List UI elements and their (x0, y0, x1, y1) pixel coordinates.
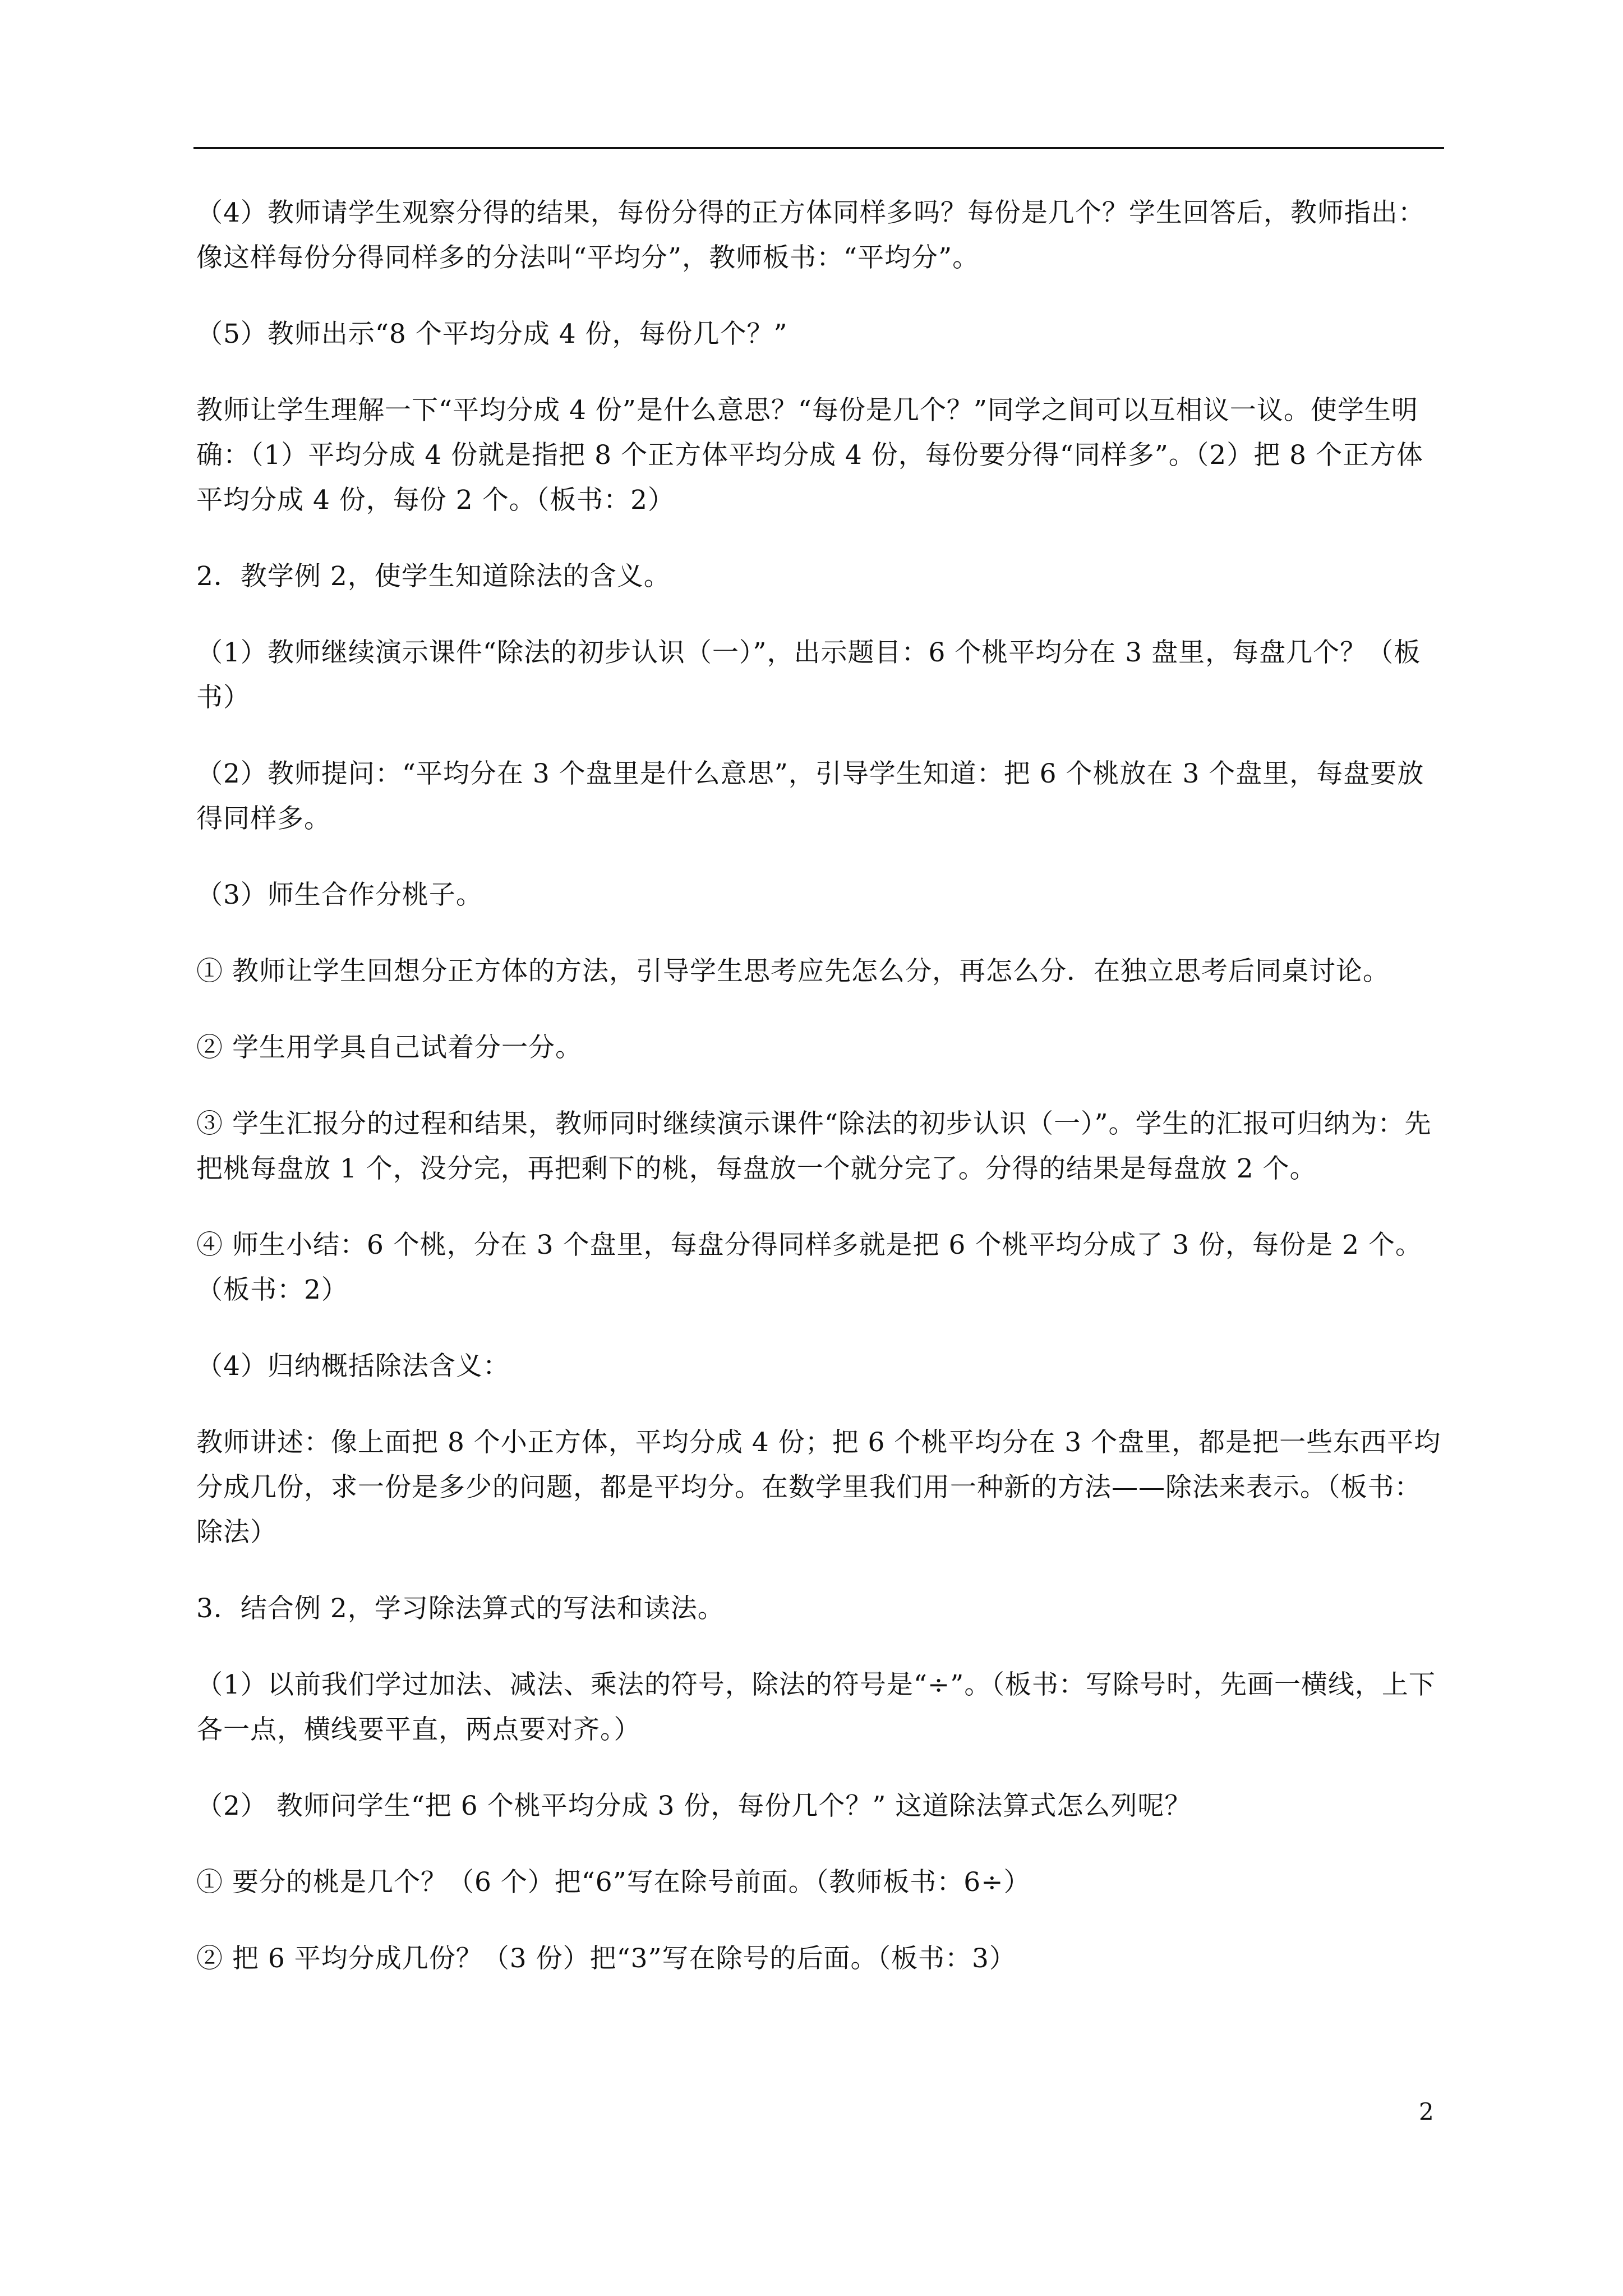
paragraph: 2．教学例 2，使学生知道除法的含义。 (196, 561, 671, 592)
paragraph: ① 要分的桃是几个？（6 个）把“6”写在除号前面。（教师板书：6÷） (196, 1867, 1031, 1898)
paragraph: （2）教师提问：“平均分在 3 个盘里是什么意思”，引导学生知道：把 6 个桃放在 3 个盘里，每盘要放得同样多。 (196, 758, 1424, 834)
paragraph: （2） 教师问学生“把 6 个桃平均分成 3 份，每份几个？” 这道除法算式怎么列呢？ (196, 1791, 1192, 1821)
page-number: 2 (1419, 2098, 1434, 2125)
header-rule (193, 147, 1444, 149)
paragraph: （1）教师继续演示课件“除法的初步认识（一）”，出示题目：6 个桃平均分在 3 盘里，每盘几个？（板书） (196, 637, 1421, 713)
paragraph: ② 学生用学具自己试着分一分。 (196, 1032, 582, 1063)
paragraph: （4）归纳概括除法含义： (196, 1351, 510, 1382)
document-body (196, 191, 1444, 2013)
paragraph: 教师让学生理解一下“平均分成 4 份”是什么意思？“每份是几个？”同学之间可以互相议一议。使学生明确：（1）平均分成 4 份就是指把 8 个正方体平均分成 4 份，每份要分得“同样多”。（2）把 8 个正方体平均分成 4 份，每份 2 个。（板书：2） (196, 395, 1423, 516)
paragraph: ① 教师让学生回想分正方体的方法，引导学生思考应先怎么分，再怎么分．在独立思考后同桌讨论。 (196, 956, 1390, 987)
paragraph: （5）教师出示“8 个平均分成 4 份，每份几个？” (196, 319, 788, 349)
paragraph: 教师讲述：像上面把 8 个小正方体，平均分成 4 份；把 6 个桃平均分在 3 个盘里，都是把一些东西平均分成几份，求一份是多少的问题，都是平均分。在数学里我们用一种新的方法——除法来表示。（板书：除法） (196, 1427, 1441, 1548)
paragraph: （4）教师请学生观察分得的结果，每份分得的正方体同样多吗？每份是几个？学生回答后，教师指出：像这样每份分得同样多的分法叫“平均分”，教师板书：“平均分”。 (196, 197, 1425, 273)
paragraph: （1）以前我们学过加法、减法、乘法的符号，除法的符号是“÷”。（板书：写除号时，先画一横线，上下各一点，横线要平直，两点要对齐。） (196, 1669, 1436, 1745)
paragraph: ③ 学生汇报分的过程和结果，教师同时继续演示课件“除法的初步认识（一）”。学生的汇报可归纳为：先把桃每盘放 1 个，没分完，再把剩下的桃，每盘放一个就分完了。分得的结果是每盘放 2 个。 (196, 1108, 1432, 1184)
paragraph: 3．结合例 2，学习除法算式的写法和读法。 (196, 1593, 725, 1624)
paragraph: （3）师生合作分桃子。 (196, 880, 483, 910)
paragraph: ④ 师生小结：6 个桃，分在 3 个盘里，每盘分得同样多就是把 6 个桃平均分成了 3 份，每份是 2 个。（板书：2） (196, 1230, 1422, 1305)
paragraph: ② 把 6 平均分成几份？（3 份）把“3”写在除号的后面。（板书：3） (196, 1943, 1016, 1974)
